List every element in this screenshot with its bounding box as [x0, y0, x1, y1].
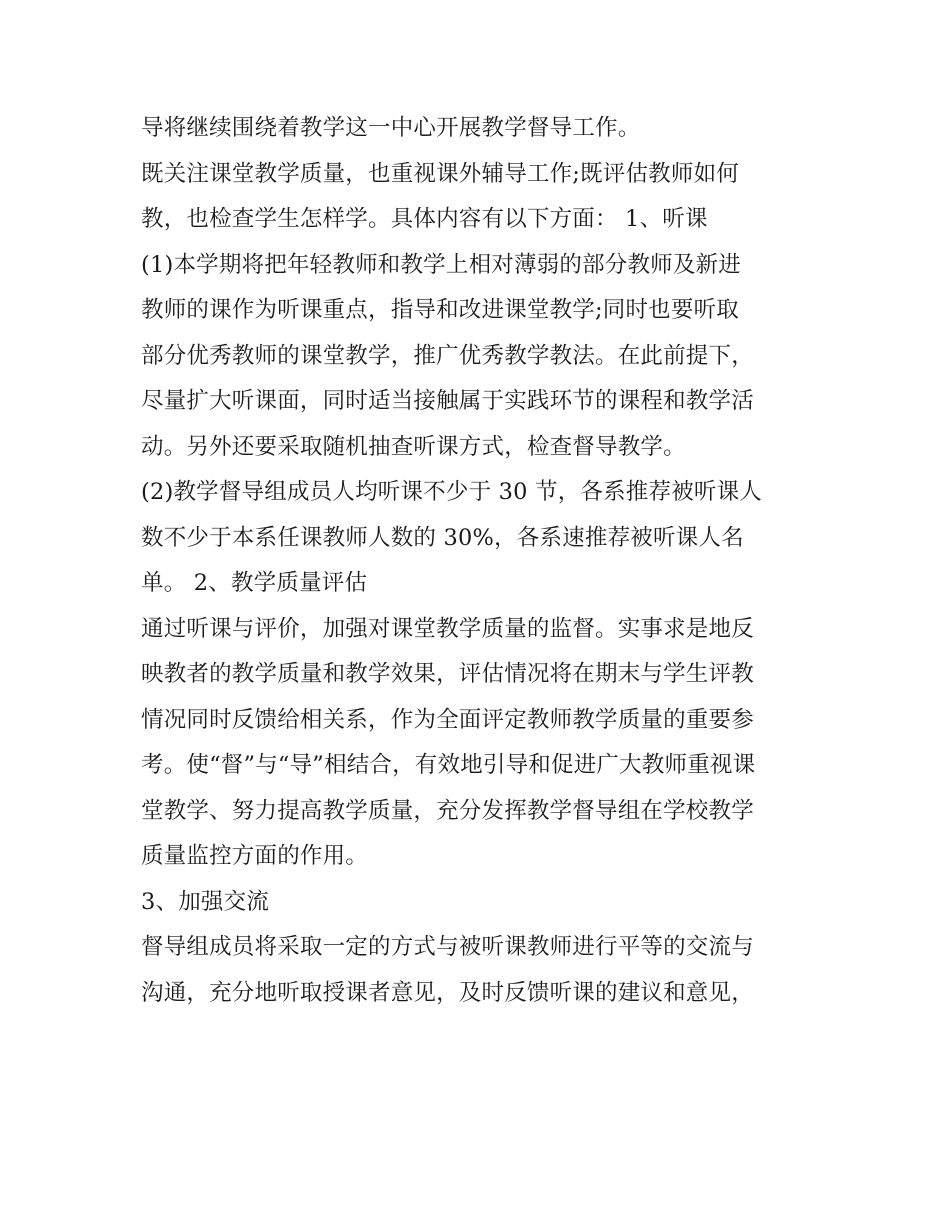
text-line: 堂教学、努力提高教学质量，充分发挥教学督导组在学校教学 [141, 797, 754, 824]
text-line: 尽量扩大听课面，同时适当接触属于实践环节的课程和教学活 [141, 388, 754, 414]
text-line: 部分优秀教师的课堂教学，推广优秀教学教法。在此前提下， [141, 342, 754, 369]
text-line: 情况同时反馈给相关系，作为全面评定教师教学质量的重要参 [141, 706, 754, 733]
text-line: (2)教学督导组成员人均听课不少于 30 节，各系推荐被听课人 [141, 479, 763, 505]
text-line: 动。另外还要采取随机抽查听课方式，检查督导教学。 [141, 433, 686, 460]
text-line: 导将继续围绕着教学这一中心开展教学督导工作。 [141, 115, 641, 141]
text-line: 督导组成员将采取一定的方式与被听课教师进行平等的交流与 [141, 934, 754, 960]
text-line: (1)本学期将把年轻教师和教学上相对薄弱的部分教师及新进 [141, 251, 741, 278]
text-line: 教，也检查学生怎样学。具体内容有以下方面： 1、听课 [141, 206, 708, 232]
text-line: 沟通，充分地听取授课者意见，及时反馈听课的建议和意见， [141, 979, 754, 1006]
text-line: 映教者的教学质量和教学效果，评估情况将在期末与学生评教 [141, 661, 754, 687]
text-line: 教师的课作为听课重点，指导和改进课堂教学;同时也要听取 [141, 297, 739, 323]
text-line: 数不少于本系任课教师人数的 30%，各系速推荐被听课人名 [141, 524, 744, 551]
text-line: 通过听课与评价，加强对课堂教学质量的监督。实事求是地反 [141, 615, 754, 642]
text-line: 既关注课堂教学质量，也重视课外辅导工作;既评估教师如何 [141, 160, 739, 187]
text-line: 单。 2、教学质量评估 [141, 570, 368, 596]
document-body [141, 106, 821, 1016]
text-line: 3、加强交流 [141, 888, 270, 915]
text-line: 考。使“督”与“导”相结合，有效地引导和促进广大教师重视课 [141, 752, 756, 778]
text-line: 质量监控方面的作用。 [141, 843, 369, 869]
